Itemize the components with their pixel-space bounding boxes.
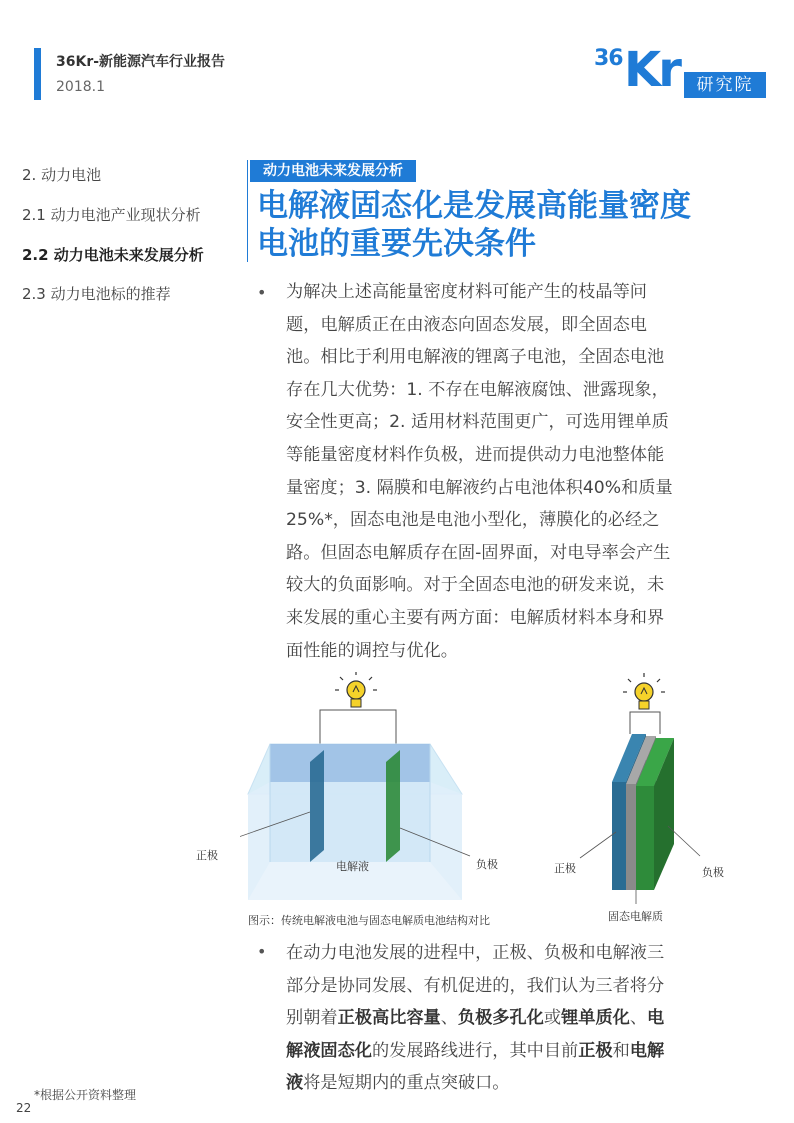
logo-number: 36 bbox=[594, 46, 623, 71]
text-run: 、 bbox=[629, 1008, 648, 1029]
label-left-positive: 正极 bbox=[196, 849, 218, 862]
logo-research-label: 研究院 bbox=[684, 72, 766, 98]
footnote: *根据公开资料整理 bbox=[34, 1088, 137, 1102]
para1-line: 池。相比于利用电解液的锂离子电池，全固态电池 bbox=[286, 347, 665, 368]
para1-line: 存在几大优势：1. 不存在电解液腐蚀、泄露现象， bbox=[286, 379, 669, 400]
text-run: 的发展路线进行，其中目前 bbox=[371, 1040, 579, 1061]
text-run: 和 bbox=[612, 1040, 630, 1061]
emphasis-electrolyte2-start: 电解 bbox=[629, 1040, 665, 1061]
para1-line: 为解决上述高能量密度材料可能产生的枝晶等问 bbox=[286, 282, 647, 302]
para1-line: 等能量密度材料作负极，进而提供动力电池整体能 bbox=[286, 444, 665, 465]
toc-item-industry-status[interactable]: 2.1 动力电池产业现状分析 bbox=[22, 206, 201, 224]
para1-line: 安全性更高；2. 适用材料范围更广，可选用锂单质 bbox=[286, 412, 669, 433]
toc-item-recommendation[interactable]: 2.3 动力电池标的推荐 bbox=[22, 285, 171, 303]
para2-line: 部分是协同发展、有机促进的，我们认为三者将分 bbox=[286, 975, 665, 996]
emphasis-electrolyte-start: 电 bbox=[647, 1008, 665, 1029]
toc-divider bbox=[247, 160, 248, 262]
toc-item-future-development[interactable]: 2.2 动力电池未来发展分析 bbox=[22, 246, 204, 264]
label-right-positive: 正极 bbox=[554, 862, 576, 875]
paragraph-development-routes bbox=[286, 937, 716, 1100]
text-run: 将是短期内的重点突破口。 bbox=[303, 1073, 510, 1094]
lightbulb-icon-right bbox=[623, 673, 665, 709]
emphasis-cathode: 正极 bbox=[578, 1040, 613, 1061]
label-left-negative: 负极 bbox=[476, 858, 498, 871]
headline-line-1: 电解液固态化是发展高能量密度 bbox=[257, 188, 691, 224]
logo-kr: Kr bbox=[624, 42, 679, 98]
para1-line: 路。但固态电解质存在固-固界面，对电导率会产生 bbox=[286, 542, 671, 563]
label-right-negative: 负极 bbox=[702, 866, 724, 879]
headline-line-2: 电池的重要先决条件 bbox=[257, 226, 536, 262]
para1-line: 较大的负面影响。对于全固态电池的研发来说，未 bbox=[286, 575, 665, 596]
report-date: 2018.1 bbox=[56, 79, 105, 95]
para1-line: 25%*，固态电池是电池小型化，薄膜化的必经之 bbox=[286, 510, 660, 531]
text-run: 别朝着 bbox=[286, 1008, 338, 1029]
page-headline bbox=[257, 187, 757, 263]
header-accent-bar bbox=[34, 48, 41, 100]
para2-line bbox=[286, 1067, 716, 1100]
solid-state-battery-diagram bbox=[580, 673, 700, 904]
toc-item-battery[interactable]: 2. 动力电池 bbox=[22, 166, 102, 184]
emphasis-negative: 负极多孔化 bbox=[457, 1008, 544, 1029]
figure-caption: 图示：传统电解液电池与固态电解质电池结构对比 bbox=[248, 914, 490, 927]
36kr-research-logo bbox=[594, 44, 770, 102]
emphasis-positive: 正极高比容量 bbox=[337, 1008, 441, 1029]
para1-line: 量密度；3. 隔膜和电解液约占电池体积40%和质量 bbox=[286, 477, 673, 498]
text-run: 或 bbox=[543, 1008, 562, 1029]
para1-line: 来发展的重心主要有两方面：电解质材料本身和界 bbox=[286, 607, 665, 628]
para2-line: 在动力电池发展的进程中，正极、负极和电解液三 bbox=[286, 943, 665, 963]
emphasis-lithium: 锂单质化 bbox=[561, 1008, 630, 1029]
text-run: 、 bbox=[440, 1008, 458, 1029]
emphasis-electrolyte-end: 解液固态化 bbox=[286, 1040, 372, 1061]
bullet-2: • bbox=[257, 942, 267, 961]
report-title: 36Kr-新能源汽车行业报告 bbox=[56, 54, 226, 70]
page-number: 22 bbox=[16, 1101, 32, 1115]
label-left-electrolyte: 电解液 bbox=[336, 860, 369, 873]
para1-line: 题，电解质正在由液态向固态发展，即全固态电 bbox=[286, 314, 647, 335]
section-tag: 动力电池未来发展分析 bbox=[250, 160, 416, 182]
lightbulb-icon-left bbox=[335, 672, 377, 707]
para2-line bbox=[286, 1035, 716, 1068]
paragraph-solid-state bbox=[286, 276, 716, 667]
emphasis-electrolyte2-end: 液 bbox=[286, 1073, 304, 1094]
label-solid-electrolyte: 固态电解质 bbox=[608, 910, 663, 923]
battery-comparison-figure bbox=[240, 672, 780, 908]
para1-line: 面性能的调控与优化。 bbox=[286, 640, 458, 661]
bullet-1: • bbox=[257, 283, 267, 302]
para2-line bbox=[286, 1002, 716, 1035]
